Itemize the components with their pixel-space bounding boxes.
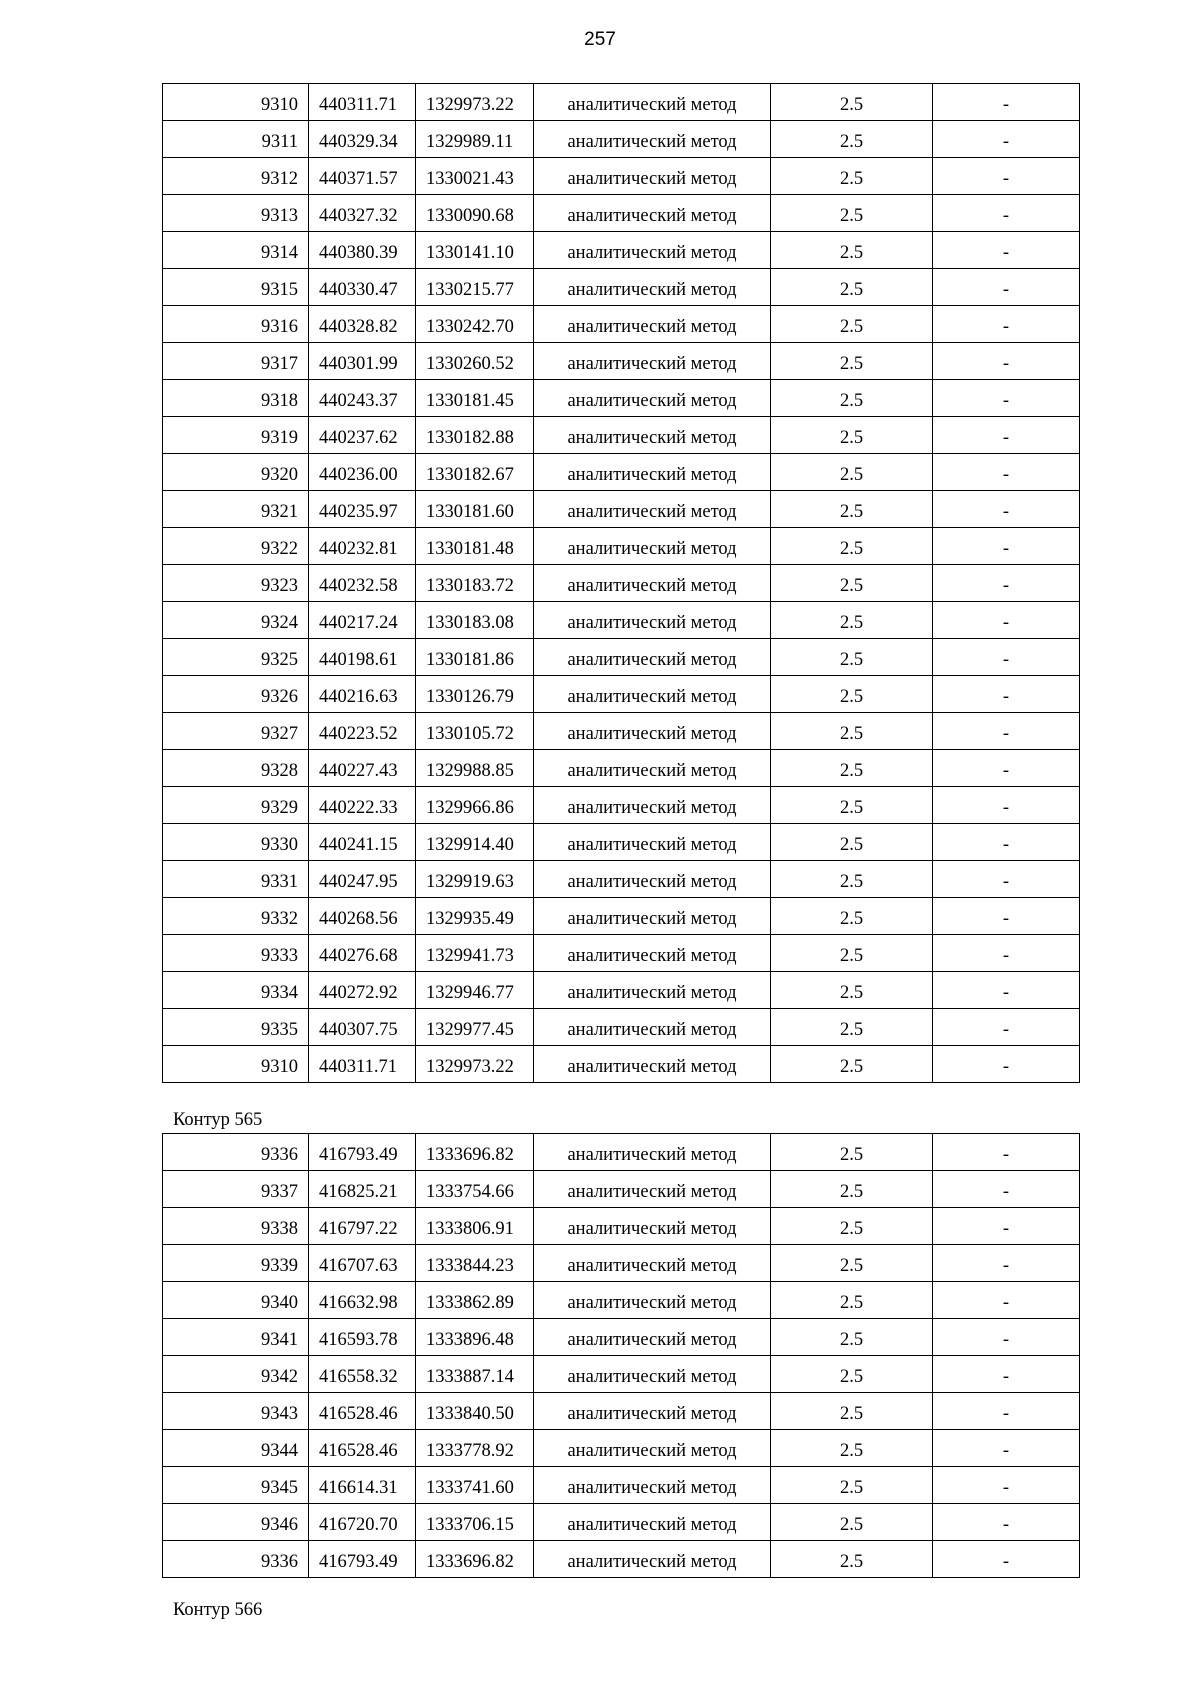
y-coordinate-cell: 1330260.52 [416, 343, 534, 380]
y-coordinate-cell: 1333806.91 [416, 1208, 534, 1245]
x-coordinate-cell: 440241.15 [309, 824, 416, 861]
accuracy-cell: 2.5 [771, 972, 933, 1009]
note-cell: - [933, 1134, 1080, 1171]
note-cell: - [933, 861, 1080, 898]
method-cell: аналитический метод [534, 676, 771, 713]
point-number-cell: 9341 [163, 1319, 309, 1356]
table-row [163, 528, 1080, 565]
table-row [163, 343, 1080, 380]
accuracy-cell: 2.5 [771, 491, 933, 528]
table-row [163, 861, 1080, 898]
table-row [163, 1134, 1080, 1171]
table-row [163, 676, 1080, 713]
table-row [163, 454, 1080, 491]
table-row [163, 1393, 1080, 1430]
note-cell: - [933, 750, 1080, 787]
table-row [163, 972, 1080, 1009]
y-coordinate-cell: 1333840.50 [416, 1393, 534, 1430]
method-cell: аналитический метод [534, 750, 771, 787]
accuracy-cell: 2.5 [771, 1208, 933, 1245]
y-coordinate-cell: 1330126.79 [416, 676, 534, 713]
method-cell: аналитический метод [534, 602, 771, 639]
x-coordinate-cell: 416720.70 [309, 1504, 416, 1541]
accuracy-cell: 2.5 [771, 713, 933, 750]
method-cell: аналитический метод [534, 454, 771, 491]
point-number-cell: 9338 [163, 1208, 309, 1245]
point-number-cell: 9310 [163, 84, 309, 121]
y-coordinate-cell: 1330182.88 [416, 417, 534, 454]
x-coordinate-cell: 440329.34 [309, 121, 416, 158]
method-cell: аналитический метод [534, 935, 771, 972]
point-number-cell: 9336 [163, 1541, 309, 1578]
y-coordinate-cell: 1333696.82 [416, 1134, 534, 1171]
method-cell: аналитический метод [534, 1467, 771, 1504]
method-cell: аналитический метод [534, 1046, 771, 1083]
accuracy-cell: 2.5 [771, 1467, 933, 1504]
table-row [163, 1009, 1080, 1046]
y-coordinate-cell: 1333844.23 [416, 1245, 534, 1282]
method-cell: аналитический метод [534, 380, 771, 417]
x-coordinate-cell: 440227.43 [309, 750, 416, 787]
method-cell: аналитический метод [534, 158, 771, 195]
note-cell: - [933, 972, 1080, 1009]
x-coordinate-cell: 440222.33 [309, 787, 416, 824]
y-coordinate-cell: 1329919.63 [416, 861, 534, 898]
x-coordinate-cell: 440223.52 [309, 713, 416, 750]
note-cell: - [933, 565, 1080, 602]
accuracy-cell: 2.5 [771, 1009, 933, 1046]
method-cell: аналитический метод [534, 1171, 771, 1208]
x-coordinate-cell: 440232.58 [309, 565, 416, 602]
accuracy-cell: 2.5 [771, 343, 933, 380]
x-coordinate-cell: 416707.63 [309, 1245, 416, 1282]
accuracy-cell: 2.5 [771, 1282, 933, 1319]
y-coordinate-cell: 1333696.82 [416, 1541, 534, 1578]
y-coordinate-cell: 1329973.22 [416, 1046, 534, 1083]
page-number: 257 [584, 29, 616, 50]
accuracy-cell: 2.5 [771, 1046, 933, 1083]
method-cell: аналитический метод [534, 1282, 771, 1319]
y-coordinate-cell: 1330181.48 [416, 528, 534, 565]
y-coordinate-cell: 1329973.22 [416, 84, 534, 121]
table-row [163, 491, 1080, 528]
method-cell: аналитический метод [534, 1504, 771, 1541]
y-coordinate-cell: 1333706.15 [416, 1504, 534, 1541]
note-cell: - [933, 1245, 1080, 1282]
point-number-cell: 9314 [163, 232, 309, 269]
note-cell: - [933, 713, 1080, 750]
table-row [163, 713, 1080, 750]
note-cell: - [933, 1319, 1080, 1356]
note-cell: - [933, 417, 1080, 454]
accuracy-cell: 2.5 [771, 454, 933, 491]
y-coordinate-cell: 1330021.43 [416, 158, 534, 195]
accuracy-cell: 2.5 [771, 1356, 933, 1393]
x-coordinate-cell: 416528.46 [309, 1393, 416, 1430]
y-coordinate-cell: 1330242.70 [416, 306, 534, 343]
y-coordinate-cell: 1330181.86 [416, 639, 534, 676]
y-coordinate-cell: 1330215.77 [416, 269, 534, 306]
table-row [163, 1046, 1080, 1083]
note-cell: - [933, 787, 1080, 824]
y-coordinate-cell: 1330183.72 [416, 565, 534, 602]
note-cell: - [933, 343, 1080, 380]
accuracy-cell: 2.5 [771, 1171, 933, 1208]
table-row [163, 1319, 1080, 1356]
accuracy-cell: 2.5 [771, 417, 933, 454]
x-coordinate-cell: 416793.49 [309, 1541, 416, 1578]
accuracy-cell: 2.5 [771, 787, 933, 824]
y-coordinate-cell: 1329989.11 [416, 121, 534, 158]
point-number-cell: 9325 [163, 639, 309, 676]
point-number-cell: 9334 [163, 972, 309, 1009]
method-cell: аналитический метод [534, 269, 771, 306]
table-row [163, 1467, 1080, 1504]
y-coordinate-cell: 1329977.45 [416, 1009, 534, 1046]
point-number-cell: 9340 [163, 1282, 309, 1319]
point-number-cell: 9331 [163, 861, 309, 898]
point-number-cell: 9317 [163, 343, 309, 380]
x-coordinate-cell: 440243.37 [309, 380, 416, 417]
note-cell: - [933, 1467, 1080, 1504]
y-coordinate-cell: 1333896.48 [416, 1319, 534, 1356]
note-cell: - [933, 1009, 1080, 1046]
note-cell: - [933, 676, 1080, 713]
method-cell: аналитический метод [534, 1541, 771, 1578]
method-cell: аналитический метод [534, 1009, 771, 1046]
accuracy-cell: 2.5 [771, 269, 933, 306]
note-cell: - [933, 1393, 1080, 1430]
note-cell: - [933, 491, 1080, 528]
y-coordinate-cell: 1330182.67 [416, 454, 534, 491]
point-number-cell: 9344 [163, 1430, 309, 1467]
y-coordinate-cell: 1330181.60 [416, 491, 534, 528]
x-coordinate-cell: 416797.22 [309, 1208, 416, 1245]
note-cell: - [933, 158, 1080, 195]
x-coordinate-cell: 416593.78 [309, 1319, 416, 1356]
method-cell: аналитический метод [534, 1245, 771, 1282]
point-number-cell: 9313 [163, 195, 309, 232]
accuracy-cell: 2.5 [771, 861, 933, 898]
point-number-cell: 9318 [163, 380, 309, 417]
accuracy-cell: 2.5 [771, 158, 933, 195]
x-coordinate-cell: 440216.63 [309, 676, 416, 713]
point-number-cell: 9342 [163, 1356, 309, 1393]
point-number-cell: 9330 [163, 824, 309, 861]
table-row [163, 417, 1080, 454]
note-cell: - [933, 454, 1080, 491]
point-number-cell: 9326 [163, 676, 309, 713]
accuracy-cell: 2.5 [771, 1430, 933, 1467]
method-cell: аналитический метод [534, 232, 771, 269]
y-coordinate-cell: 1333778.92 [416, 1430, 534, 1467]
accuracy-cell: 2.5 [771, 750, 933, 787]
y-coordinate-cell: 1330090.68 [416, 195, 534, 232]
x-coordinate-cell: 416632.98 [309, 1282, 416, 1319]
y-coordinate-cell: 1330141.10 [416, 232, 534, 269]
x-coordinate-cell: 416558.32 [309, 1356, 416, 1393]
x-coordinate-cell: 440198.61 [309, 639, 416, 676]
accuracy-cell: 2.5 [771, 565, 933, 602]
table-row [163, 84, 1080, 121]
accuracy-cell: 2.5 [771, 306, 933, 343]
method-cell: аналитический метод [534, 1134, 771, 1171]
point-number-cell: 9336 [163, 1134, 309, 1171]
point-number-cell: 9327 [163, 713, 309, 750]
accuracy-cell: 2.5 [771, 824, 933, 861]
note-cell: - [933, 602, 1080, 639]
table-row [163, 935, 1080, 972]
method-cell: аналитический метод [534, 343, 771, 380]
accuracy-cell: 2.5 [771, 380, 933, 417]
method-cell: аналитический метод [534, 861, 771, 898]
x-coordinate-cell: 440311.71 [309, 84, 416, 121]
point-number-cell: 9345 [163, 1467, 309, 1504]
table-row [163, 1504, 1080, 1541]
table-row [163, 306, 1080, 343]
y-coordinate-cell: 1330181.45 [416, 380, 534, 417]
method-cell: аналитический метод [534, 824, 771, 861]
accuracy-cell: 2.5 [771, 121, 933, 158]
table-row [163, 1208, 1080, 1245]
note-cell: - [933, 121, 1080, 158]
accuracy-cell: 2.5 [771, 602, 933, 639]
accuracy-cell: 2.5 [771, 898, 933, 935]
table-row [163, 380, 1080, 417]
method-cell: аналитический метод [534, 787, 771, 824]
point-number-cell: 9310 [163, 1046, 309, 1083]
y-coordinate-cell: 1329935.49 [416, 898, 534, 935]
method-cell: аналитический метод [534, 1430, 771, 1467]
note-cell: - [933, 232, 1080, 269]
x-coordinate-cell: 440328.82 [309, 306, 416, 343]
note-cell: - [933, 269, 1080, 306]
x-coordinate-cell: 440380.39 [309, 232, 416, 269]
x-coordinate-cell: 416528.46 [309, 1430, 416, 1467]
table-row [163, 232, 1080, 269]
method-cell: аналитический метод [534, 1319, 771, 1356]
x-coordinate-cell: 440247.95 [309, 861, 416, 898]
note-cell: - [933, 195, 1080, 232]
x-coordinate-cell: 440311.71 [309, 1046, 416, 1083]
y-coordinate-cell: 1330105.72 [416, 713, 534, 750]
point-number-cell: 9335 [163, 1009, 309, 1046]
y-coordinate-cell: 1333887.14 [416, 1356, 534, 1393]
method-cell: аналитический метод [534, 84, 771, 121]
method-cell: аналитический метод [534, 713, 771, 750]
method-cell: аналитический метод [534, 121, 771, 158]
method-cell: аналитический метод [534, 1208, 771, 1245]
note-cell: - [933, 306, 1080, 343]
y-coordinate-cell: 1329941.73 [416, 935, 534, 972]
table-row [163, 565, 1080, 602]
note-cell: - [933, 898, 1080, 935]
x-coordinate-cell: 440235.97 [309, 491, 416, 528]
table-row [163, 639, 1080, 676]
y-coordinate-cell: 1329966.86 [416, 787, 534, 824]
accuracy-cell: 2.5 [771, 1319, 933, 1356]
point-number-cell: 9320 [163, 454, 309, 491]
table-row [163, 787, 1080, 824]
y-coordinate-cell: 1333862.89 [416, 1282, 534, 1319]
accuracy-cell: 2.5 [771, 195, 933, 232]
note-cell: - [933, 1430, 1080, 1467]
method-cell: аналитический метод [534, 898, 771, 935]
point-number-cell: 9346 [163, 1504, 309, 1541]
note-cell: - [933, 1046, 1080, 1083]
coordinates-table-1 [162, 83, 1080, 1083]
note-cell: - [933, 1356, 1080, 1393]
x-coordinate-cell: 440301.99 [309, 343, 416, 380]
point-number-cell: 9312 [163, 158, 309, 195]
x-coordinate-cell: 440276.68 [309, 935, 416, 972]
note-cell: - [933, 380, 1080, 417]
point-number-cell: 9337 [163, 1171, 309, 1208]
x-coordinate-cell: 440268.56 [309, 898, 416, 935]
method-cell: аналитический метод [534, 565, 771, 602]
method-cell: аналитический метод [534, 417, 771, 454]
x-coordinate-cell: 440330.47 [309, 269, 416, 306]
table-row [163, 158, 1080, 195]
point-number-cell: 9321 [163, 491, 309, 528]
table-row [163, 898, 1080, 935]
method-cell: аналитический метод [534, 1393, 771, 1430]
table-row [163, 195, 1080, 232]
y-coordinate-cell: 1329914.40 [416, 824, 534, 861]
contour-label-566: Контур 566 [173, 1600, 263, 1620]
y-coordinate-cell: 1329946.77 [416, 972, 534, 1009]
accuracy-cell: 2.5 [771, 232, 933, 269]
accuracy-cell: 2.5 [771, 1134, 933, 1171]
x-coordinate-cell: 416793.49 [309, 1134, 416, 1171]
note-cell: - [933, 1208, 1080, 1245]
note-cell: - [933, 1282, 1080, 1319]
y-coordinate-cell: 1333741.60 [416, 1467, 534, 1504]
method-cell: аналитический метод [534, 972, 771, 1009]
y-coordinate-cell: 1333754.66 [416, 1171, 534, 1208]
coordinates-table-2 [162, 1133, 1080, 1578]
point-number-cell: 9319 [163, 417, 309, 454]
point-number-cell: 9328 [163, 750, 309, 787]
accuracy-cell: 2.5 [771, 639, 933, 676]
method-cell: аналитический метод [534, 195, 771, 232]
accuracy-cell: 2.5 [771, 1504, 933, 1541]
table-row [163, 269, 1080, 306]
x-coordinate-cell: 440327.32 [309, 195, 416, 232]
note-cell: - [933, 1171, 1080, 1208]
table-row [163, 121, 1080, 158]
accuracy-cell: 2.5 [771, 1245, 933, 1282]
method-cell: аналитический метод [534, 306, 771, 343]
y-coordinate-cell: 1329988.85 [416, 750, 534, 787]
table-row [163, 750, 1080, 787]
note-cell: - [933, 935, 1080, 972]
table-row [163, 1171, 1080, 1208]
accuracy-cell: 2.5 [771, 935, 933, 972]
note-cell: - [933, 528, 1080, 565]
point-number-cell: 9315 [163, 269, 309, 306]
method-cell: аналитический метод [534, 1356, 771, 1393]
point-number-cell: 9316 [163, 306, 309, 343]
table-row [163, 602, 1080, 639]
contour-label-565: Контур 565 [173, 1110, 263, 1130]
point-number-cell: 9343 [163, 1393, 309, 1430]
point-number-cell: 9339 [163, 1245, 309, 1282]
note-cell: - [933, 639, 1080, 676]
accuracy-cell: 2.5 [771, 676, 933, 713]
point-number-cell: 9324 [163, 602, 309, 639]
x-coordinate-cell: 440236.00 [309, 454, 416, 491]
x-coordinate-cell: 440232.81 [309, 528, 416, 565]
table-row [163, 1245, 1080, 1282]
point-number-cell: 9322 [163, 528, 309, 565]
accuracy-cell: 2.5 [771, 528, 933, 565]
table-row [163, 1541, 1080, 1578]
accuracy-cell: 2.5 [771, 1393, 933, 1430]
point-number-cell: 9332 [163, 898, 309, 935]
note-cell: - [933, 824, 1080, 861]
method-cell: аналитический метод [534, 528, 771, 565]
method-cell: аналитический метод [534, 491, 771, 528]
table-row [163, 824, 1080, 861]
x-coordinate-cell: 416614.31 [309, 1467, 416, 1504]
x-coordinate-cell: 440272.92 [309, 972, 416, 1009]
note-cell: - [933, 1541, 1080, 1578]
note-cell: - [933, 84, 1080, 121]
y-coordinate-cell: 1330183.08 [416, 602, 534, 639]
accuracy-cell: 2.5 [771, 1541, 933, 1578]
x-coordinate-cell: 440371.57 [309, 158, 416, 195]
table-row [163, 1430, 1080, 1467]
point-number-cell: 9333 [163, 935, 309, 972]
point-number-cell: 9329 [163, 787, 309, 824]
note-cell: - [933, 1504, 1080, 1541]
x-coordinate-cell: 440217.24 [309, 602, 416, 639]
method-cell: аналитический метод [534, 639, 771, 676]
point-number-cell: 9311 [163, 121, 309, 158]
x-coordinate-cell: 440307.75 [309, 1009, 416, 1046]
point-number-cell: 9323 [163, 565, 309, 602]
table-row [163, 1282, 1080, 1319]
table-row [163, 1356, 1080, 1393]
x-coordinate-cell: 440237.62 [309, 417, 416, 454]
accuracy-cell: 2.5 [771, 84, 933, 121]
x-coordinate-cell: 416825.21 [309, 1171, 416, 1208]
